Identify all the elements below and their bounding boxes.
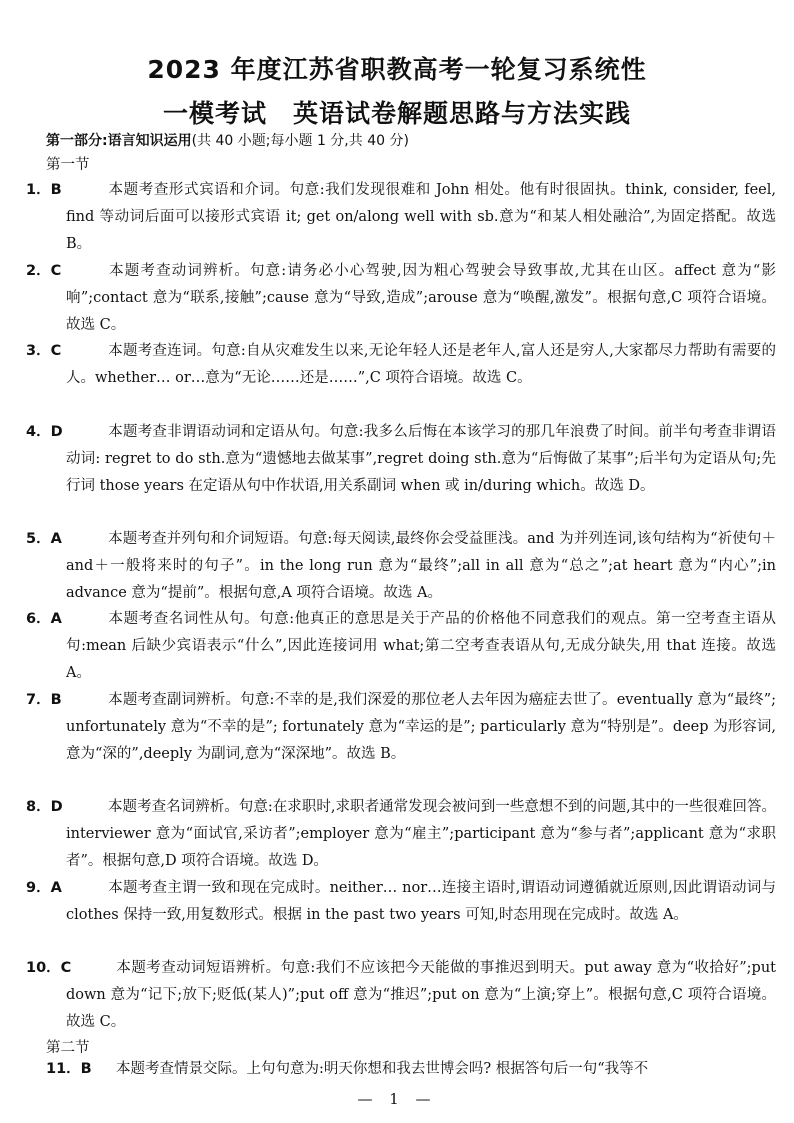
answer-item-11 [46,1056,756,1083]
answer-number: 6．A [26,611,62,627]
answer-explanation: 本题考查并列句和介词短语。句意:每天阅读,最终你会受益匪浅。and 为并列连词,该句结构为“祈使句＋and＋一般将来时的句子”。in the long run 意为“最终”;all in all 意为“总之”;at heart 意为“内心”;in advance 意为“提前”。根据句意,A 项符合语境。故选 A。 [66,531,776,601]
answer-item-10 [26,955,776,1036]
part-heading-title: 第一部分:语言知识运用 [46,133,192,149]
answer-explanation: 本题考查名词辨析。句意:在求职时,求职者通常发现会被问到一些意想不到的问题,其中的一些很难回答。interviewer 意为“面试官,采访者”;employer 意为“雇主”;participant 意为“参与者”;applicant 意为“求职者”。根据句意,D 项符合语境。故选 D。 [66,799,776,869]
answer-explanation: 本题考查主谓一致和现在完成时。neither… nor…连接主语时,谓语动词遵循就近原则,因此谓语动词与 clothes 保持一致,用复数形式。根据 in the past two years 可知,时态用现在完成时。故选 A。 [66,880,776,923]
answer-number: 3．C [26,343,62,359]
answer-explanation: 本题考查动词辨析。句意:请务必小心驾驶,因为粗心驾驶会导致事故,尤其在山区。affect 意为“影响”;contact 意为“联系,接触”;cause 意为“导致,造成”;arouse 意为“唤醒,激发”。根据句意,C 项符合语境。故选 C。 [66,263,776,333]
answer-number: 8．D [26,799,63,815]
answer-number: 4．D [26,424,63,440]
answer-number: 11．B [46,1061,92,1077]
answer-item-7 [26,687,776,768]
section-label-2: 第二节 [46,1040,90,1056]
answer-number: 5．A [26,531,62,547]
answer-item-8 [26,794,776,875]
section-label-1: 第一节 [46,157,90,173]
page-number: — 1 — [357,1090,437,1108]
answer-item-3 [26,338,776,392]
answer-explanation: 本题考查形式宾语和介词。句意:我们发现很难和 John 相处。他有时很固执。think, consider, feel, find 等动词后面可以接形式宾语 it; get on/along well with sb.意为“和某人相处融洽”,为固定搭配。故选 B。 [66,182,776,252]
answer-item-4 [26,419,776,500]
document-title-line-2: 一模考试 英语试卷解题思路与方法实践 [162,99,631,128]
part-heading-note: (共 40 小题;每小题 1 分,共 40 分) [191,133,409,149]
answer-number: 2．C [26,263,62,279]
answer-number: 10．C [26,960,72,976]
answer-number: 1．B [26,182,62,198]
answer-explanation: 本题考查情景交际。上句句意为:明天你想和我去世博会吗? 根据答句后一句“我等不 [116,1061,649,1077]
answer-number: 7．B [26,692,62,708]
answer-explanation: 本题考查副词辨析。句意:不幸的是,我们深爱的那位老人去年因为癌症去世了。eventually 意为“最终”; unfortunately 意为“不幸的是”; fortunately 意为“幸运的是”; particularly 意为“特别是”。deep 为形容词,意为“深的”,deeply 为副词,意为“深深地”。故选 B。 [66,692,776,762]
answer-explanation: 本题考查连词。句意:自从灾难发生以来,无论年轻人还是老年人,富人还是穷人,大家都尽力帮助有需要的人。whether… or…意为“无论……还是……”,C 项符合语境。故选 C。 [66,343,776,386]
answer-number: 9．A [26,880,62,896]
answer-item-6 [26,606,776,687]
document-title-line-1: 2023 年度江苏省职教高考一轮复习系统性 [147,55,647,84]
answer-item-2 [26,258,776,339]
answer-item-5 [26,526,776,607]
part-heading [46,130,409,150]
answer-item-1 [26,177,776,258]
answer-explanation: 本题考查非谓语动词和定语从句。句意:我多么后悔在本该学习的那几年浪费了时间。前半句考查非谓语动词: regret to do sth.意为“遗憾地去做某事”,regret doing sth.意为“后悔做了某事”;后半句为定语从句;先行词 those years 在定语从句中作状语,用关系副词 when 或 in/during which。故选 D。 [66,424,776,494]
answer-explanation: 本题考查名词性从句。句意:他真正的意思是关于产品的价格他不同意我们的观点。第一空考查主语从句:mean 后缺少宾语表示“什么”,因此连接词用 what;第二空考查表语从句,无成分缺失,用 that 连接。故选 A。 [66,611,776,681]
answer-item-9 [26,875,776,929]
answer-explanation: 本题考查动词短语辨析。句意:我们不应该把今天能做的事推迟到明天。put away 意为“收拾好”;put down 意为“记下;放下;贬低(某人)”;put off 意为“推迟”;put on 意为“上演;穿上”。根据句意,C 项符合语境。故选 C。 [66,960,776,1030]
